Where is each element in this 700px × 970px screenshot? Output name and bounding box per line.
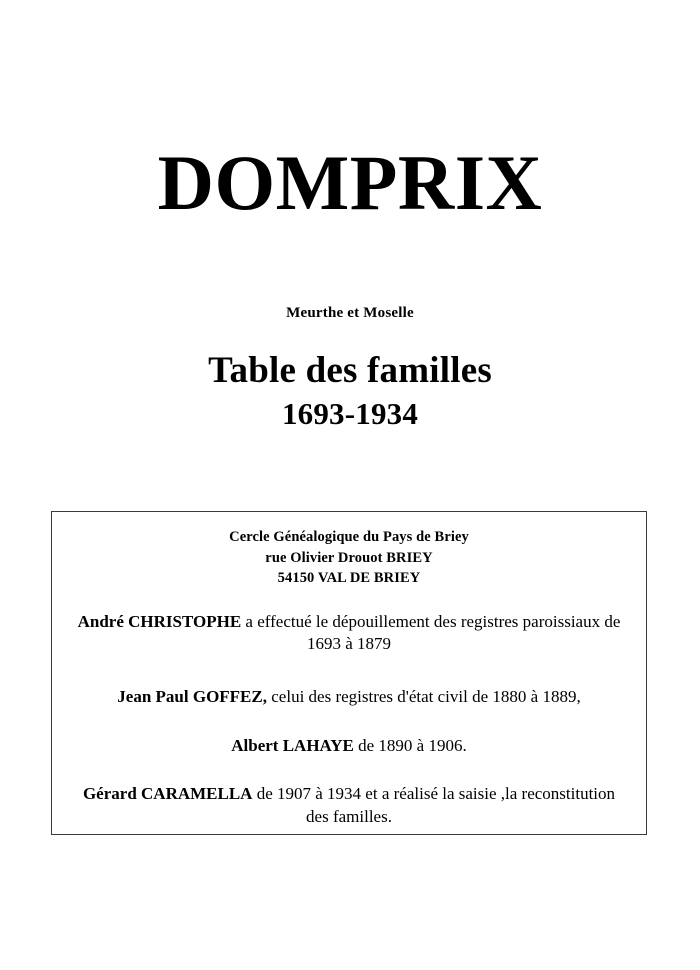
page-title: DOMPRIX <box>157 139 543 226</box>
section-title: Table des familles <box>208 350 492 391</box>
credit-entry <box>70 735 628 758</box>
organization-street: rue Olivier Drouot BRIEY <box>265 549 433 566</box>
credit-entry <box>70 783 628 828</box>
credit-entry <box>70 611 628 656</box>
credit-contributor-name: André CHRISTOPHE <box>77 611 242 631</box>
credit-contributor-name: Jean Paul GOFFEZ, <box>117 686 267 706</box>
organization-city: 54150 VAL DE BRIEY <box>277 570 421 587</box>
credit-contribution-text: de 1907 à 1934 et a réalisé la saisie ,la reconstitution des familles. <box>252 784 616 826</box>
organization-name: Cercle Généalogique du Pays de Briey <box>229 529 469 545</box>
date-range: 1693-1934 <box>281 396 419 431</box>
credit-contribution-text: de 1890 à 1906. <box>353 735 467 755</box>
credit-contributor-name: Albert LAHAYE <box>231 735 354 755</box>
credit-contribution-text: a effectué le dépouillement des registres paroissiaux de 1693 à 1879 <box>241 611 621 654</box>
credits-box <box>51 511 647 835</box>
credits-list <box>52 611 646 829</box>
credit-entry <box>70 686 628 709</box>
credit-contribution-text: celui des registres d'état civil de 1880 à 1889, <box>267 686 581 706</box>
organization-block <box>52 512 646 589</box>
credit-contributor-name: Gérard CARAMELLA <box>82 784 253 804</box>
region-subtitle: Meurthe et Moselle <box>286 305 414 321</box>
